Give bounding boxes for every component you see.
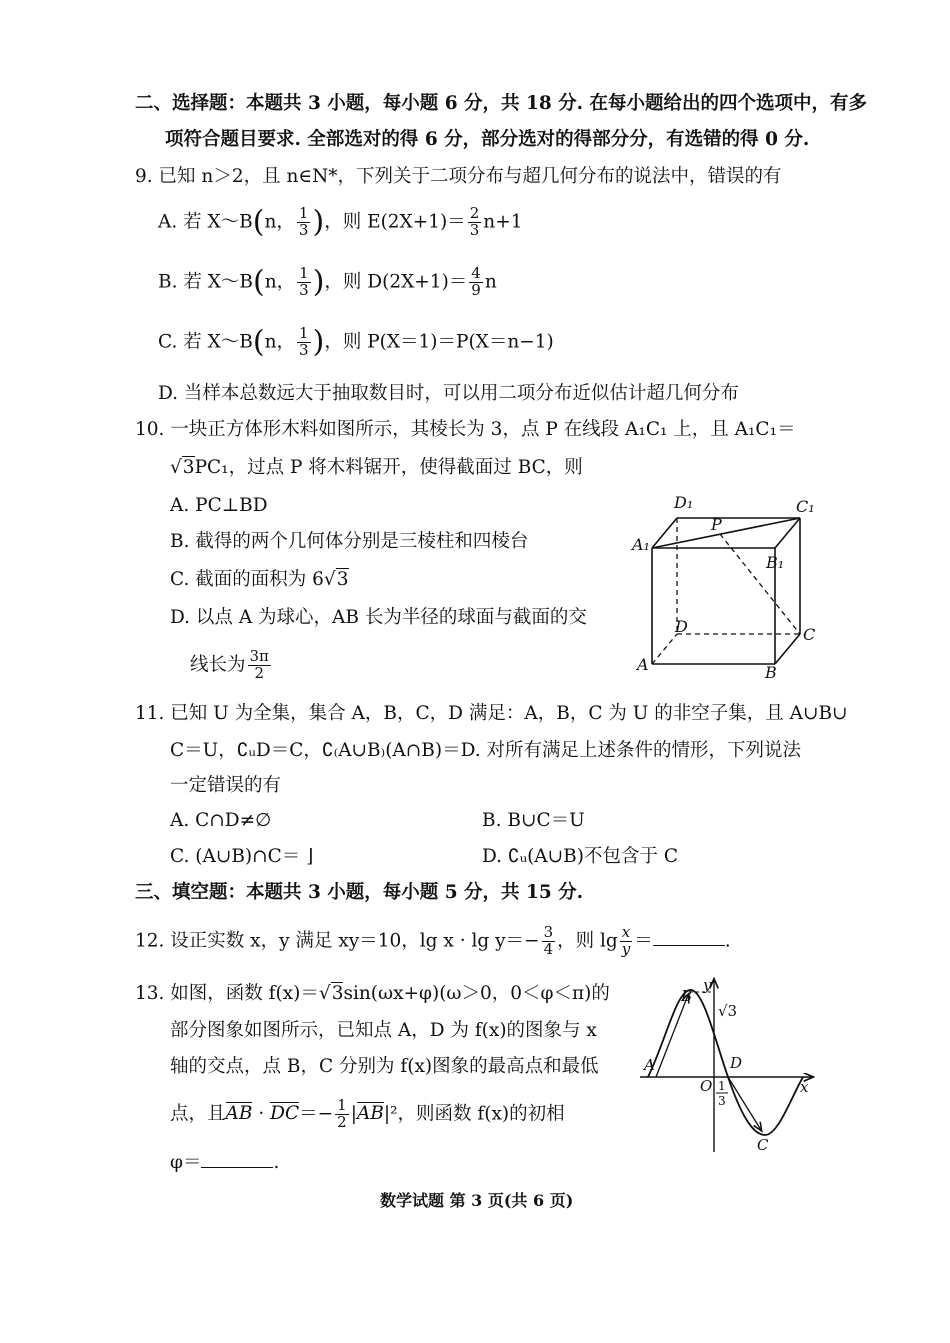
q13-l1-pre: 13. 如图，函数 f(x)＝ xyxy=(135,983,319,1004)
q11-option-c: C. (A∪B)∩C＝ ⌋ xyxy=(170,846,314,867)
q10-stem-line2-text: PC₁，过点 P 将木料锯开，使得截面过 BC，则 xyxy=(194,457,583,478)
q13-l1-post: sin(ωx+φ)(ω＞0，0＜φ＜π)的 xyxy=(343,983,610,1004)
label-d1: D₁ xyxy=(674,493,694,512)
q13-l1-sqrt: 3 xyxy=(331,983,344,1004)
q11-stem-line3: 一定错误的有 xyxy=(170,775,282,796)
q9-a-inner: n， xyxy=(264,211,295,233)
q13-l4-pre: 点，且 xyxy=(170,1103,226,1125)
q10-d-text: 线长为 xyxy=(190,654,246,676)
q9-a-post: ，则 E(2X+1)＝ xyxy=(324,211,466,233)
sine-graph-figure xyxy=(636,972,818,1158)
label-sqrt3: √3 xyxy=(718,1002,738,1020)
q12-num: 3 xyxy=(543,923,554,941)
label-x: x xyxy=(800,1078,809,1096)
section-3-header: 三、填空题：本题共 3 小题，每小题 5 分，共 15 分. xyxy=(135,882,584,903)
q9-a-pre: A. 若 X～B xyxy=(158,211,253,233)
label-p: P xyxy=(711,515,722,534)
q11-stem-line2: C＝U，∁ᵤD＝C，∁₍A∪B₎(A∩B)＝D. 对所有满足上述条件的情形，下列说法 xyxy=(170,740,802,761)
q10-stem-line1: 10. 一块正方体形木料如图所示，其棱长为 3，点 P 在线段 A₁C₁ 上，且 A₁C₁＝ xyxy=(135,419,796,440)
q13-l5: φ＝ xyxy=(170,1152,202,1173)
label-y: y xyxy=(703,976,712,994)
q10-stem-line2: √3PC₁，过点 P 将木料锯开，使得截面过 BC，则 xyxy=(170,457,583,478)
q9-c-inner: n， xyxy=(264,331,296,353)
q9-option-b: B. 若 X～B(n， $\frac{1}{3}$ )，则 D(2X+1)＝ $\frac{4}{9}$ n xyxy=(158,264,497,300)
q9-a-tail: n+1 xyxy=(483,211,523,233)
q9-b-res-den: 9 xyxy=(471,280,481,299)
q9-b-frac-num: 1 xyxy=(299,264,309,282)
q10-option-b: B. 截得的两个几何体分别是三棱柱和四棱台 xyxy=(170,531,529,552)
q12 xyxy=(135,925,731,958)
q12-num2: x xyxy=(621,923,631,941)
vector-dc-line xyxy=(728,1077,761,1130)
edge-ad-hidden xyxy=(652,634,677,664)
q11-option-a: A. C∩D≠∅ xyxy=(170,810,272,831)
q10-option-d-line1: D. 以点 A 为球心，AB 长为半径的球面与截面的交 xyxy=(170,607,587,628)
q12-post: ＝ xyxy=(634,930,653,952)
q10-option-d-line2 xyxy=(190,649,273,682)
q12-mid: ，则 lg xyxy=(557,930,618,952)
q12-answer-blank xyxy=(653,931,725,946)
q9-a-res-num: 2 xyxy=(469,204,480,222)
label-a1: A₁ xyxy=(632,535,650,554)
q9-option-d: D. 当样本总数远大于抽取数目时，可以用二项分布近似估计超几何分布 xyxy=(158,383,739,404)
edge-bc xyxy=(775,634,800,664)
label-d-point: D xyxy=(730,1054,743,1072)
q10-c-sqrt: 3 xyxy=(336,569,349,590)
q13-vector-ab2: AB xyxy=(356,1103,384,1125)
label-c1: C₁ xyxy=(796,497,815,516)
q10-sqrt-value: 3 xyxy=(182,457,195,478)
q9-option-a: A. 若 X～B(n， $\frac{1}{3}$ )，则 E(2X+1)＝ $\frac{2}{3}$ n+1 xyxy=(158,204,523,240)
q13-l4-bar: | xyxy=(350,1103,357,1125)
page-footer: 数学试题 第 3 页(共 6 页) xyxy=(380,1191,574,1210)
q13-l4-mid: ＝− xyxy=(299,1103,334,1125)
q13-line4 xyxy=(170,1098,565,1131)
q11-option-b: B. B∪C＝U xyxy=(482,810,585,831)
q9-c-post: ，则 P(X＝1)＝P(X＝n−1) xyxy=(324,331,554,353)
q9-b-inner: n， xyxy=(264,271,296,293)
q13-vector-ab: AB xyxy=(225,1103,253,1125)
q9-a-frac-num: 1 xyxy=(298,204,309,222)
q13-line1: 13. 如图，函数 f(x)＝√3sin(ωx+φ)(ω＞0，0＜φ＜π)的 xyxy=(135,983,610,1004)
q13-answer-blank xyxy=(201,1153,273,1168)
label-b-point: B xyxy=(681,987,693,1005)
label-c: C xyxy=(803,625,816,644)
q9-stem: 9. 已知 n＞2，且 n∈N*，下列关于二项分布与超几何分布的说法中，错误的有 xyxy=(135,166,782,187)
q9-a-res-den: 3 xyxy=(469,220,480,239)
q9-b-tail: n xyxy=(484,271,497,293)
q12-den2: y xyxy=(621,939,631,958)
q12-den: 4 xyxy=(543,939,554,958)
q9-b-post: ，则 D(2X+1)＝ xyxy=(324,271,468,293)
q11-option-d: D. ∁ᵤ(A∪B)不包含于 C xyxy=(482,846,679,867)
q11-stem-line1: 11. 已知 U 为全集，集合 A，B，C，D 满足：A，B，C 为 U 的非空子集，且 A∪B∪ xyxy=(135,703,848,724)
q13-line5 xyxy=(170,1153,279,1173)
label-tick-one: 1 xyxy=(718,1079,726,1093)
q9-b-pre: B. 若 X～B xyxy=(158,271,254,293)
q13-l4-end: |²，则函数 f(x)的初相 xyxy=(383,1103,565,1125)
q13-l4-den: 2 xyxy=(337,1112,347,1131)
q13-line2: 部分图象如图所示，已知点 A，D 为 f(x)的图象与 x xyxy=(170,1020,597,1041)
q13-vector-dc: DC xyxy=(270,1103,300,1125)
q9-c-frac-den: 3 xyxy=(299,340,309,359)
q9-c-pre: C. 若 X～B xyxy=(158,331,253,353)
label-d: D xyxy=(675,617,688,636)
q13-line3: 轴的交点，点 B，C 分别为 f(x)图象的最高点和最低 xyxy=(170,1056,599,1077)
q12-end: . xyxy=(724,930,731,952)
label-origin: O xyxy=(700,1077,713,1095)
q9-a-frac-den: 3 xyxy=(298,220,309,239)
q9-b-res-num: 4 xyxy=(471,264,481,282)
section-2-header-line1: 二、选择题：本题共 3 小题，每小题 6 分，共 18 分. 在每小题给出的四个选项中，有多 xyxy=(135,93,868,114)
q9-c-frac-num: 1 xyxy=(299,324,309,342)
q10-d-num: 3π xyxy=(249,647,269,665)
q9-option-c: C. 若 X～B(n， $\frac{1}{3}$ )，则 P(X＝1)＝P(X＝n−1) xyxy=(158,324,554,360)
vector-ab-line xyxy=(656,995,688,1077)
q13-l5-end: . xyxy=(273,1152,280,1173)
label-b1: B₁ xyxy=(766,553,785,572)
q10-option-c: C. 截面的面积为 6√3 xyxy=(170,569,349,590)
q9-b-frac-den: 3 xyxy=(299,280,309,299)
q10-c-pre: C. 截面的面积为 6 xyxy=(170,569,324,590)
q13-l4-num: 1 xyxy=(337,1096,347,1114)
q13-l4-dot: · xyxy=(252,1103,271,1125)
q10-d-den: 2 xyxy=(254,663,264,682)
label-tick-three: 3 xyxy=(718,1094,726,1108)
label-a-point: A xyxy=(644,1056,655,1074)
label-a: A xyxy=(637,655,649,674)
label-b: B xyxy=(765,663,777,680)
label-c-point: C xyxy=(757,1136,769,1154)
q12-pre: 12. 设正实数 x，y 满足 xy＝10，lg x · lg y＝− xyxy=(135,930,540,952)
segment-pc-hidden xyxy=(720,534,800,634)
q10-option-a: A. PC⊥BD xyxy=(170,495,268,516)
cube-figure xyxy=(628,488,828,680)
section-2-header-line2: 项符合题目要求. 全部选对的得 6 分，部分选对的得部分分，有选错的得 0 分. xyxy=(165,129,810,150)
